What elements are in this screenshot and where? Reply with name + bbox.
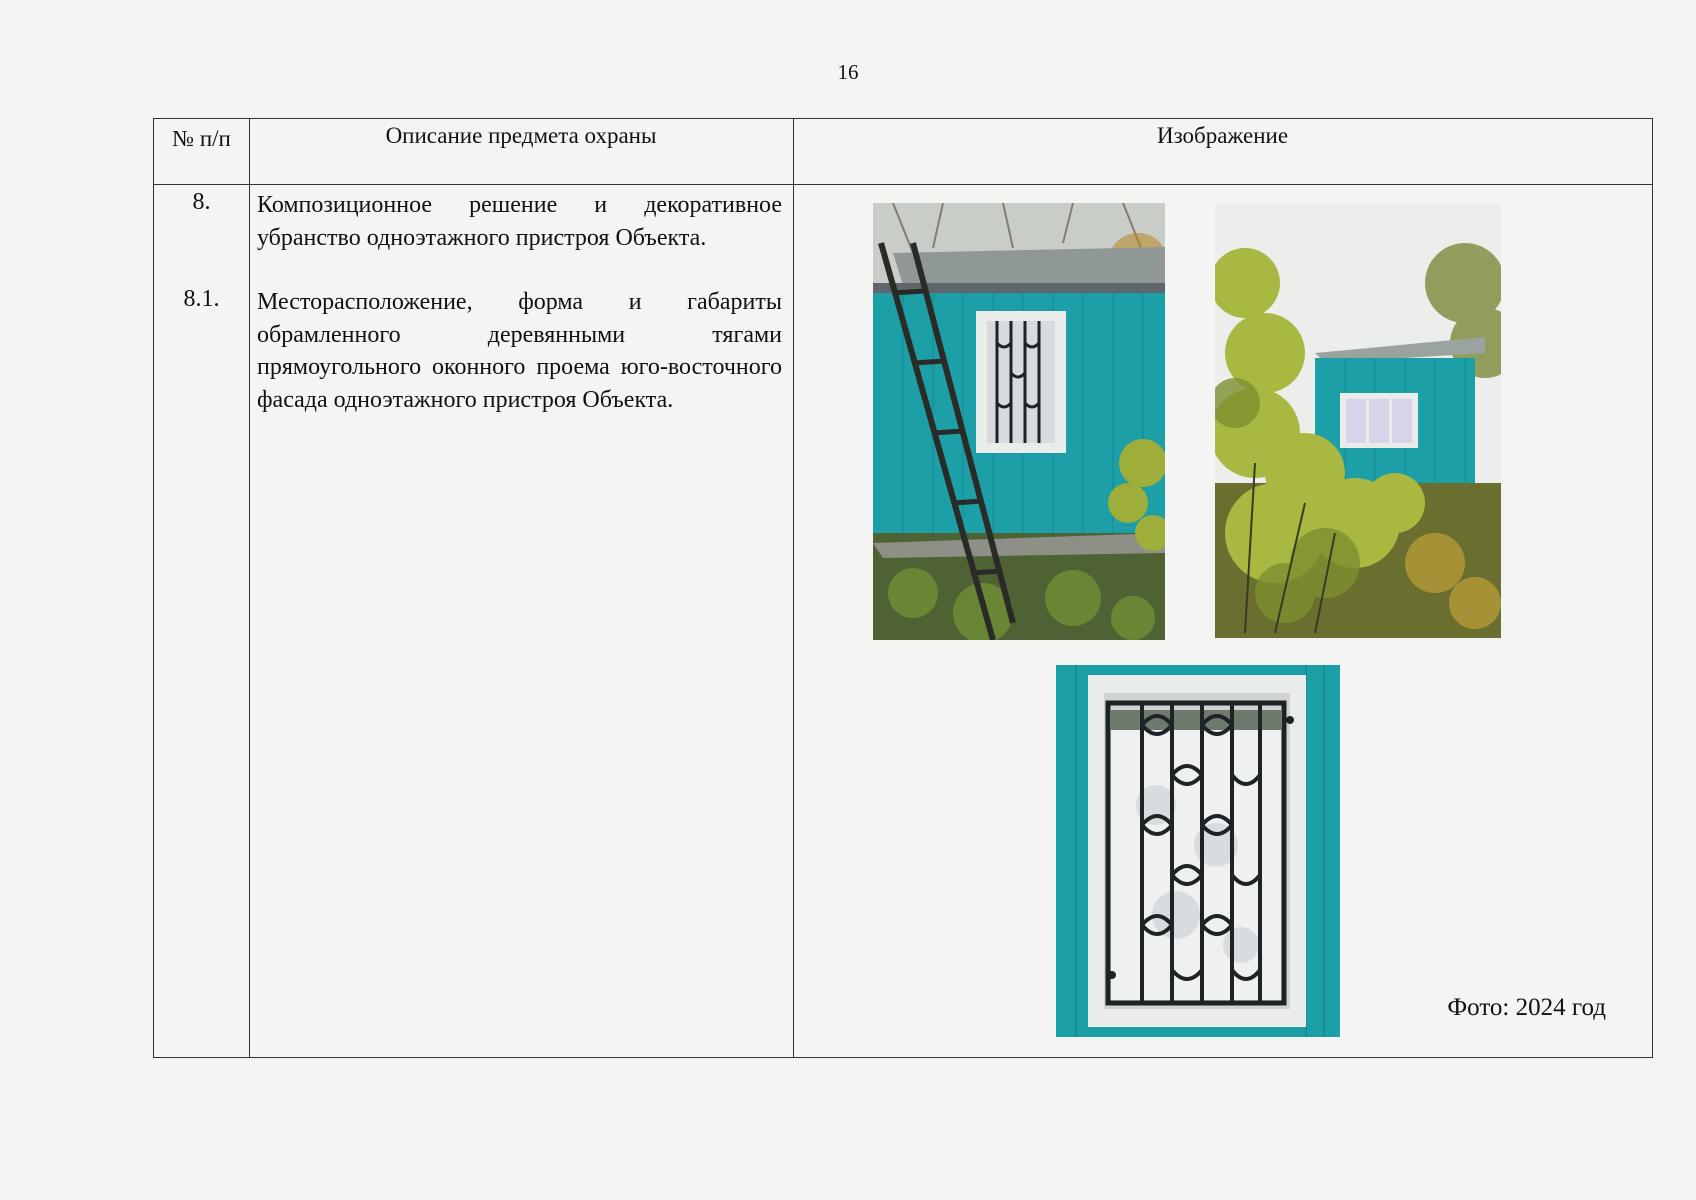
header-description: Описание предмета охраны [385,123,657,148]
row-number: 8.1. [183,286,220,312]
column-divider [249,119,250,1057]
photo-facade-ladder [873,203,1165,640]
photo-extension-garden-image [1215,203,1501,638]
photo-caption: Фото: 2024 год [1447,994,1606,1021]
row-description: Композиционное решение и декоративное убранство одноэтажного пристроя Объекта. [257,192,782,251]
header-num: № п/п [172,126,231,151]
row-description: Месторасположение, форма и габариты обрамленного деревянными тягами прямоугольного оконного проема юго-восточного фасада одноэтажного пристроя Объекта. [257,289,782,413]
header-image: Изображение [1156,123,1289,148]
page-number: 16 [837,60,859,84]
photo-window-closeup [1056,665,1340,1037]
row-number: 8. [192,189,211,215]
column-divider [793,119,794,1057]
header-divider [154,184,1652,185]
photo-facade-ladder-image [873,203,1165,640]
photo-window-closeup-image [1056,665,1340,1037]
heritage-table [153,118,1653,1058]
photo-extension-garden [1215,203,1501,638]
